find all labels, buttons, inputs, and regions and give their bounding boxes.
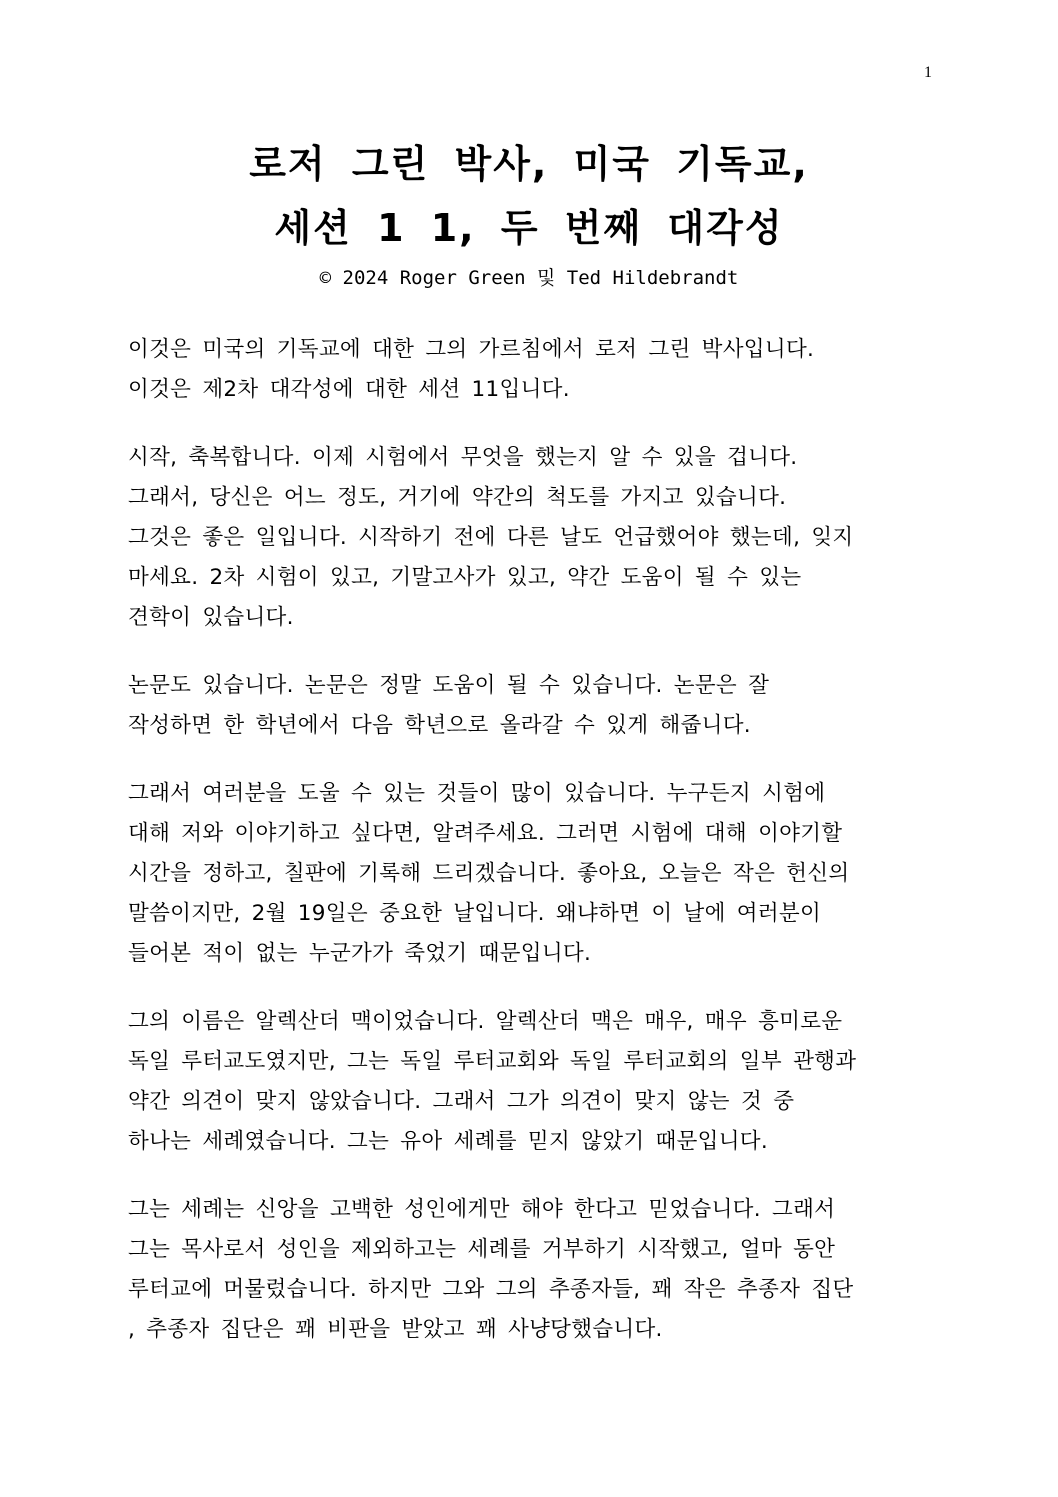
text-line: 들어본 적이 없는 누군가가 죽었기 때문입니다. bbox=[128, 941, 592, 966]
paragraph-3 bbox=[128, 666, 928, 746]
text-line: 논문도 있습니다. 논문은 정말 도움이 될 수 있습니다. 논문은 잘 bbox=[128, 673, 770, 698]
text-line: 루터교에 머물렀습니다. 하지만 그와 그의 추종자들, 꽤 작은 추종자 집단 bbox=[128, 1277, 854, 1302]
paragraph-5 bbox=[128, 1002, 928, 1162]
page-title-line-1: 로저 그린 박사, 미국 기독교, bbox=[249, 142, 809, 186]
page-title-line-2: 세션 1 1, 두 번째 대각성 bbox=[274, 206, 784, 250]
text-line: 시작, 축복합니다. 이제 시험에서 무엇을 했는지 알 수 있을 겁니다. bbox=[128, 445, 798, 470]
text-line: 이것은 미국의 기독교에 대한 그의 가르침에서 로저 그린 박사입니다. bbox=[128, 337, 815, 362]
text-line: 하나는 세례였습니다. 그는 유아 세례를 믿지 않았기 때문입니다. bbox=[128, 1129, 769, 1154]
text-line: 이것은 제2차 대각성에 대한 세션 11입니다. bbox=[128, 377, 570, 402]
text-line: 그래서 여러분을 도울 수 있는 것들이 많이 있습니다. 누구든지 시험에 bbox=[128, 781, 826, 806]
text-line: 그는 목사로서 성인을 제외하고는 세례를 거부하기 시작했고, 얼마 동안 bbox=[128, 1237, 836, 1262]
text-line: 마세요. 2차 시험이 있고, 기말고사가 있고, 약간 도움이 될 수 있는 bbox=[128, 565, 802, 590]
text-line: 시간을 정하고, 칠판에 기록해 드리겠습니다. 좋아요, 오늘은 작은 헌신의 bbox=[128, 861, 850, 886]
paragraph-6 bbox=[128, 1190, 928, 1350]
text-line: 그의 이름은 알렉산더 맥이었습니다. 알렉산더 맥은 매우, 매우 흥미로운 bbox=[128, 1009, 843, 1034]
document-body bbox=[128, 330, 928, 1378]
text-line: , 추종자 집단은 꽤 비판을 받았고 꽤 사냥당했습니다. bbox=[128, 1317, 663, 1342]
text-line: 견학이 있습니다. bbox=[128, 605, 294, 630]
text-line: 대해 저와 이야기하고 싶다면, 알려주세요. 그러면 시험에 대해 이야기할 bbox=[128, 821, 843, 846]
text-line: 독일 루터교도였지만, 그는 독일 루터교회와 독일 루터교회의 일부 관행과 bbox=[128, 1049, 857, 1074]
text-line: 그래서, 당신은 어느 정도, 거기에 약간의 척도를 가지고 있습니다. bbox=[128, 485, 787, 510]
paragraph-1 bbox=[128, 330, 928, 410]
text-line: 작성하면 한 학년에서 다음 학년으로 올라갈 수 있게 해줍니다. bbox=[128, 713, 751, 738]
text-line: 그는 세례는 신앙을 고백한 성인에게만 해야 한다고 믿었습니다. 그래서 bbox=[128, 1197, 836, 1222]
page-number: 1 bbox=[924, 64, 932, 81]
text-line: 그것은 좋은 일입니다. 시작하기 전에 다른 날도 언급했어야 했는데, 잊지 bbox=[128, 525, 854, 550]
title-block bbox=[0, 132, 1058, 292]
text-line: 약간 의견이 맞지 않았습니다. 그래서 그가 의견이 맞지 않는 것 중 bbox=[128, 1089, 795, 1114]
paragraph-2 bbox=[128, 438, 928, 638]
copyright-notice: © 2024 Roger Green 및 Ted Hildebrandt bbox=[319, 267, 739, 289]
text-line: 말씀이지만, 2월 19일은 중요한 날입니다. 왜냐하면 이 날에 여러분이 bbox=[128, 901, 822, 926]
paragraph-4 bbox=[128, 774, 928, 974]
